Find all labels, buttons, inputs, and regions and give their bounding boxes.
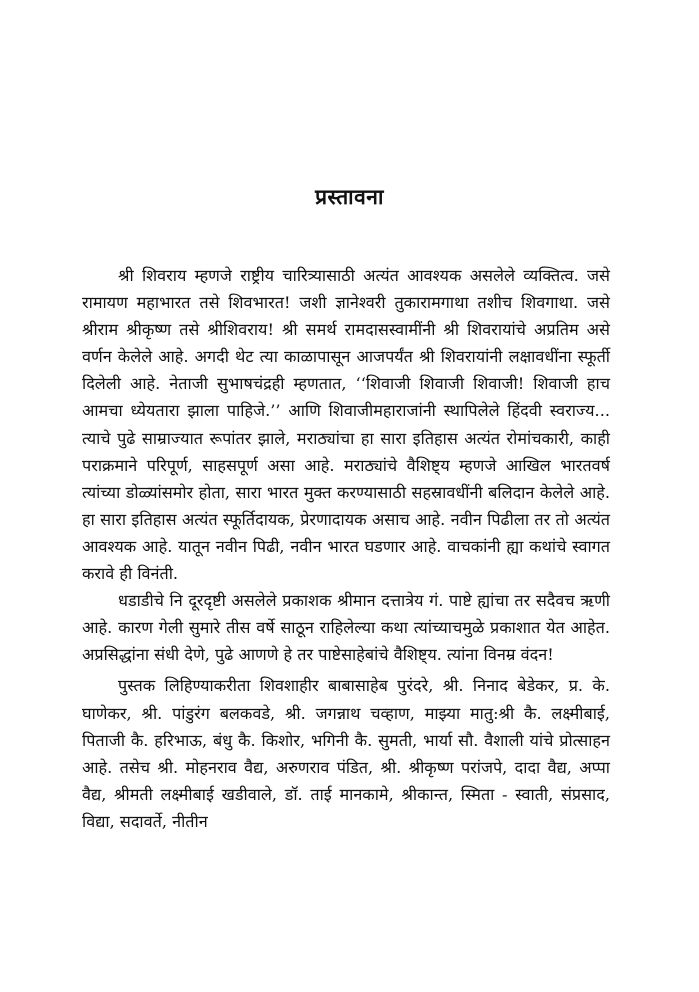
paragraph-1: श्री शिवराय म्हणजे राष्ट्रीय चारित्र्यासाठी अत्यंत आवश्यक असलेले व्यक्तित्व. जसे रामायण महाभारत तसे शिवभारत! जशी ज्ञानेश्वरी तुकारामगाथा तशीच शिवगाथा. जसे श्रीराम श्रीकृष्ण तसे श्रीशिवराय! श्री समर्थ रामदासस्वामींनी श्री शिवरायांचे अप्रतिम असे वर्णन केलेले आहे. अगदी थेट त्या काळापासून आजपर्यंत श्री शिवरायांनी लक्षावधींना स्फूर्ती दिलेली आहे. नेताजी सुभाषचंद्रही म्हणतात, ‘‘शिवाजी शिवाजी शिवाजी! शिवाजी हाच आमचा ध्येयतारा झाला पाहिजे.’’ आणि शिवाजीमहाराजांनी स्थापिलेले हिंदवी स्वराज्य... त्याचे पुढे साम्राज्यात रूपांतर झाले, मराठ्यांचा हा सारा इतिहास अत्यंत रोमांचकारी, काही पराक्रमाने परिपूर्ण, साहसपूर्ण असा आहे. मराठ्यांचे वैशिष्ट्य म्हणजे आखिल भारतवर्ष त्यांच्या डोळ्यांसमोर होता, सारा भारत मुक्त करण्यासाठी सहस्रावधींनी बलिदान केलेले आहे. हा सारा इतिहास अत्यंत स्फूर्तिदायक, प्रेरणादायक असाच आहे. नवीन पिढीला तर तो अत्यंत आवश्यक आहे. यातून नवीन पिढी, नवीन भारत घडणार आहे. वाचकांनी ह्या कथांचे स्वागत करावे ही विनंती. <box>82 266 610 584</box>
page-title: प्रस्तावना <box>315 184 384 209</box>
preface-body <box>82 262 610 835</box>
paragraph-3: पुस्तक लिहिण्याकरीता शिवशाहीर बाबासाहेब पुरंदरे, श्री. निनाद बेडेकर, प्र. के. घाणेकर, श्री. पांडुरंग बलकवडे, श्री. जगन्नाथ चव्हाण, माझ्या मातु:श्री कै. लक्ष्मीबाई, पिताजी कै. हरिभाऊ, बंधु कै. किशोर, भगिनी कै. सुमती, भार्या सौ. वैशाली यांचे प्रोत्साहन आहे. तसेच श्री. मोहनराव वैद्य, अरुणराव पंडित, श्री. श्रीकृष्ण परांजपे, दादा वैद्य, अप्पा वैद्य, श्रीमती लक्ष्मीबाई खडीवाले, डॉ. ताई मानकामे, श्रीकान्त, स्मिता - स्वाती, संप्रसाद, विद्या, सदावर्ते, नीतीन <box>82 676 610 831</box>
paragraph-2: धडाडीचे नि दूरदृष्टी असलेले प्रकाशक श्रीमान दत्तात्रेय गं. पाष्टे ह्यांचा तर सदैवच ऋणी आहे. कारण गेली सुमारे तीस वर्षे साठून राहिलेल्या कथा त्यांच्याचमुळे प्रकाशात येत आहेत. अप्रसिद्धांना संधी देणे, पुढे आणणे हे तर पाष्टेसाहेबांचे वैशिष्ट्य. त्यांना विनम्र वंदन! <box>82 591 610 665</box>
